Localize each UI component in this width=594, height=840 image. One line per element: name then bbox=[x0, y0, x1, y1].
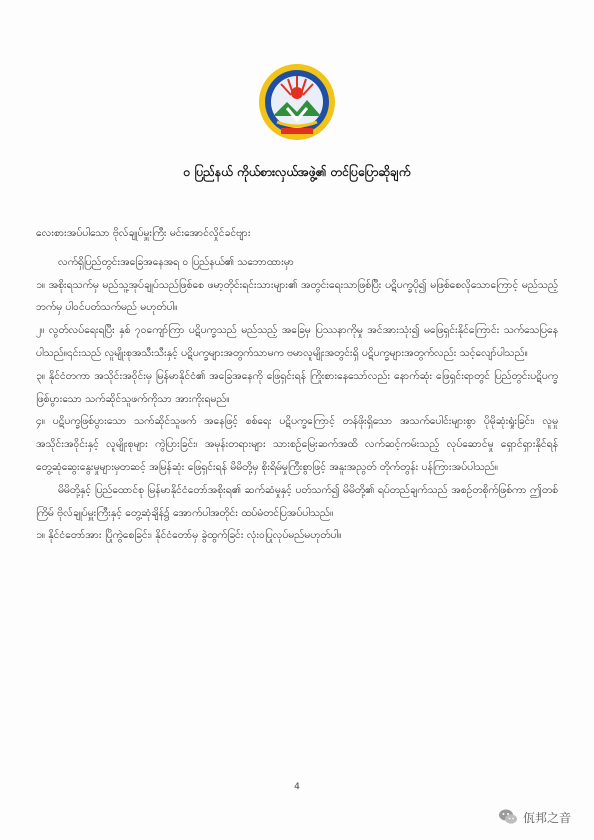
wechat-icon bbox=[498, 807, 518, 827]
watermark bbox=[498, 805, 590, 829]
document-title: ဝ ပြည်နယ် ကိုယ်စားလှယ်အဖွဲ့၏ တင်ပြပြောဆိုချက် bbox=[183, 165, 411, 179]
document-body bbox=[36, 222, 558, 547]
point-2: ၂။ လွတ်လပ်ရေးရပြီး နှစ် ၇၀ကျော်ကြာ ပဋိပက္ခသည် မည်သည့် အခြေမှ ပြဿနာကိုမှု အင်အားသုံး၍ မဖြေရှင်းနိုင်ကြောင်း သက်သေပြနေပါသည်။၎င်းသည် လူမျိုးစုအသီးသီးနှင့် ပဋိပက္ခများအတွက်သာမက ဗမာလူမျိုးအတွင်းရှိ ပဋိပက္ခများအတွက်လည်း သင့်လျော်ပါသည်။ bbox=[36, 324, 558, 359]
wa-state-emblem-icon bbox=[257, 62, 337, 142]
point-1: ၁။ အစိုးရသက်မှ မည်သူ့အုပ်ချုပ်သည်ဖြစ်စေ ဖမာ့တိုင်းရင်းသားများ၏ အတွင်းရေးသာဖြစ်ပြီး ပဋိပက္ခပို၍ မဖြစ်စေလိုသောကြောင့် မည်သည့်ဘက်မှ ပါဝင်ပတ်သက်မည် မဟုတ်ပါ။ bbox=[36, 278, 558, 314]
intro-line: လက်ရှိပြည်တွင်းအခြေအနေအရ ဝ ပြည်နယ်၏ သဘောထားမှာ bbox=[58, 255, 295, 268]
watermark-text: 佤邦之音 bbox=[523, 810, 572, 825]
final-point: ၁။ နိုင်ငံတော်အား ပြိုကွဲစေခြင်း၊ နိုင်ငံတော်မှ ခွဲထွက်ခြင်း လုံးဝပြုလုပ်မည်မဟုတ်ပါ။ bbox=[36, 529, 342, 542]
point-3: ၃။ နိုင်ငံတကာ အသိုင်းအဝိုင်းမှ မြန်မာနိုင်ငံ၏ အခြေအနေကို ဖြေရှင်းရန် ကြိုးစားနေသော်လည်း နောက်ဆုံး ဖြေရှင်းရာတွင် ပြည်တွင်းပဋိပက္ခဖြစ်ပွားသော သက်ဆိုင်သူဖက်ကိုသာ အားကိုးရမည်။ bbox=[36, 369, 558, 405]
point-4: ၄။ ပဋိပက္ခဖြစ်ပွားသော သက်ဆိုင်သူဖက် အနေဖြင့် စစ်ရေး ပဋိပက္ခကြောင့် တန်ဖိုးရှိသော အသက်ပေါင်းများစွာ ပိုမိုဆုံးရှုံးခြင်း၊ လူမှုအသိုင်းအဝိုင်းနှင့် လူမျိုးစုများ ကွဲပြားခြင်း၊ အမုန်းတရားများ သားစဉ်မြေးဆက်အထိ လက်ဆင့်ကမ်းသည့် လုပ်ဆောင်မှု ရှောင်ရှားနိုင်ရန် တွေ့ဆုံဆွေးနွေးမှုများမှတဆင့် အမြန်ဆုံး ဖြေရှင်းရန် မိမိတို့မှ စိုးရိမ်မှုကြီးစွာဖြင့် အနူးအညွတ် တိုက်တွန်း ပန်ကြားအပ်ပါသည်။ bbox=[36, 415, 558, 473]
closing-intro: မိမိတို့နှင့် ပြည်ထောင်စု မြန်မာနိုင်ငံတော်အစိုးရ၏ ဆက်ဆံမှုနှင့် ပတ်သက်၍ မိမိတို့၏ ရပ်တည်ချက်သည် အစဉ်တစိုက်ဖြစ်ကာ ဤတစ်ကြိမ် ဗိုလ်ချုပ်မှူးကြီးနှင့် တွေ့ဆုံချိန်၌ အောက်ပါအတိုင်း ထပ်မံတင်ပြအပ်ပါသည်။ bbox=[36, 483, 558, 519]
greeting-line: လေးစားအပ်ပါသော ဗိုလ်ချုပ်မှူးကြီး မင်းအောင်လှိုင်ခင်ဗျား bbox=[36, 227, 251, 239]
page-number: 4 bbox=[294, 782, 300, 792]
